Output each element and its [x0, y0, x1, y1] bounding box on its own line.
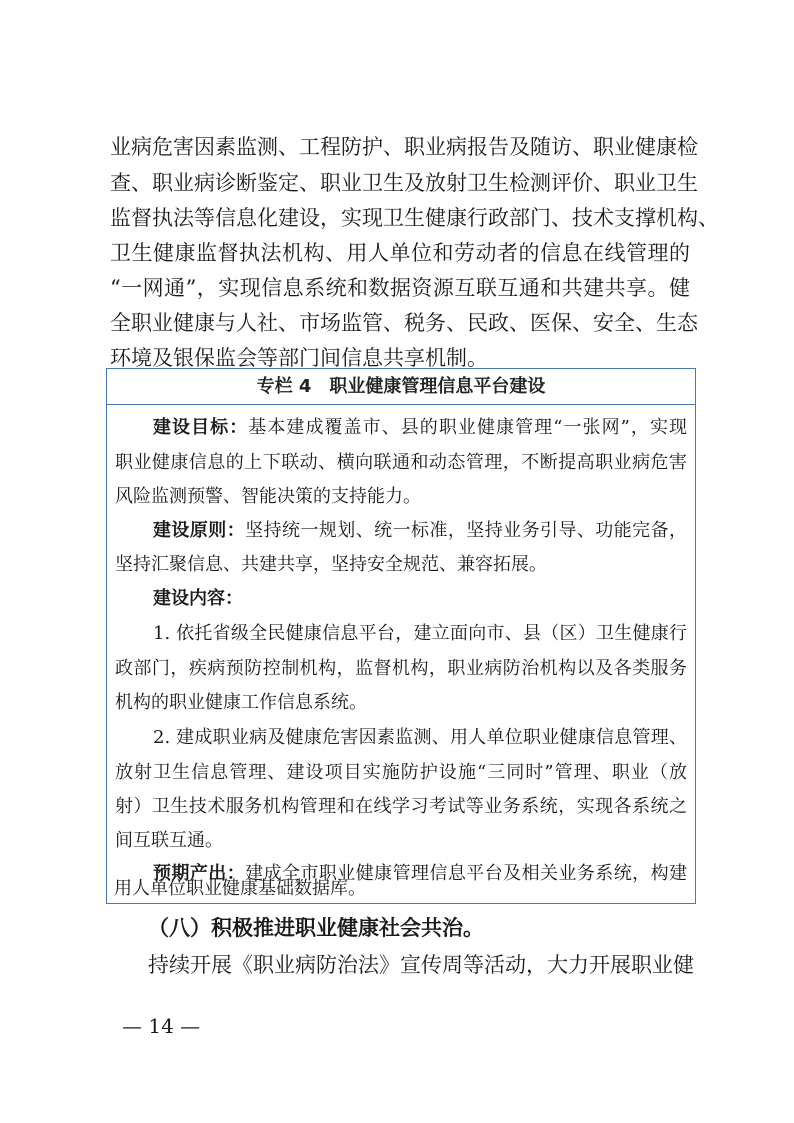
principle-line: 坚持汇聚信息、共建共享，坚持安全规范、兼容拓展。: [115, 554, 547, 575]
item1-line: 机构的职业健康工作信息系统。: [115, 692, 367, 713]
item1-line: 政部门，疾病预防控制机构，监督机构，职业病防治机构以及各类服务: [115, 658, 687, 679]
body-line: 环境及银保监会等部门间信息共享机制。: [110, 346, 488, 370]
principle-label: 建设原则：: [153, 520, 246, 541]
body-line: 业病危害因素监测、工程防护、职业病报告及随访、职业健康检: [110, 135, 698, 159]
body-line: 持续开展《职业病防治法》宣传周等活动，大力开展职业健: [148, 953, 694, 977]
output-line: 预期产出：建成全市职业健康管理信息平台及相关业务系统，构建: [153, 863, 688, 884]
page-number: — 14 —: [122, 1014, 201, 1038]
goal-line: 建设目标：基本建成覆盖市、县的职业健康管理“一张网”，实现: [153, 417, 688, 438]
section-heading: （八）积极推进职业健康社会共治。: [148, 916, 484, 940]
body-line: 全职业健康与人社、市场监管、税务、民政、医保、安全、生态: [110, 311, 698, 335]
content-label: 建设内容：: [153, 588, 243, 609]
body-line: 卫生健康监督执法机构、用人单位和劳动者的信息在线管理的: [110, 241, 690, 265]
item2-line: 2. 建成职业病及健康危害因素监测、用人单位职业健康信息管理、: [153, 727, 687, 748]
item1-line: 1. 依托省级全民健康信息平台，建立面向市、县（区）卫生健康行: [153, 623, 687, 644]
item2-line: 射）卫生技术服务机构管理和在线学习考试等业务系统，实现各系统之: [115, 796, 687, 817]
item2-line: 间互联互通。: [115, 830, 223, 851]
principle-line: 建设原则：坚持统一规划、统一标准，坚持业务引导、功能完备，: [153, 520, 688, 541]
column-box: [106, 368, 696, 904]
box-title: 专栏 4 职业健康管理信息平台建设: [107, 369, 695, 405]
body-line: 监督执法等信息化建设，实现卫生健康行政部门、技术支撑机构、: [110, 206, 719, 230]
output-line: 用人单位职业健康基础数据库。: [114, 878, 366, 899]
output-label: 预期产出：: [153, 863, 246, 884]
item2-line: 放射卫生信息管理、建设项目实施防护设施“三同时”管理、职业（放: [115, 762, 687, 783]
goal-line: 职业健康信息的上下联动、横向联通和动态管理，不断提高职业病危害: [115, 452, 687, 473]
goal-line: 风险监测预警、智能决策的支持能力。: [115, 486, 421, 507]
body-line: “一网通”，实现信息系统和数据资源互联互通和共建共享。健: [110, 276, 690, 300]
body-line: 查、职业病诊断鉴定、职业卫生及放射卫生检测评价、职业卫生: [110, 171, 698, 195]
goal-label: 建设目标：: [153, 417, 249, 438]
